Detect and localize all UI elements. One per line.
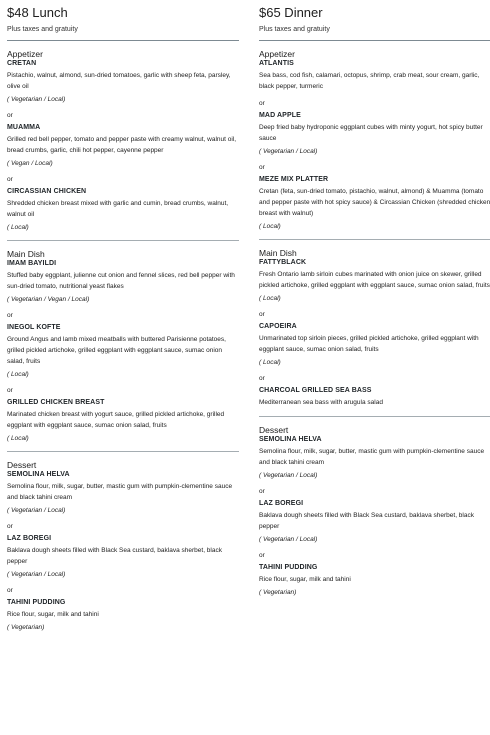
dish-item [259,322,490,367]
or-separator: or [259,311,265,318]
menu-title: $48 Lunch [7,5,68,20]
dish-name: LAZ BOREGI [259,500,304,507]
dietary-tag: ( Vegetarian) [7,624,45,631]
or-separator: or [7,523,13,530]
dietary-tag: ( Local) [259,295,281,302]
dish-item [259,563,490,597]
dish-item [7,534,239,579]
dish-item [7,398,239,443]
dish-name: MEZE MIX PLATTER [259,176,329,183]
dish-name: CHARCOAL GRILLED SEA BASS [259,387,372,394]
dietary-tag: ( Local) [259,359,281,366]
dish-description: Stuffed baby eggplant, julienne cut onion and fennel slices, red bell pepper with sun-dried tomato, nutritional yeast flakes [7,272,235,290]
dish-item [259,499,490,544]
dish-item [7,259,239,304]
dietary-tag: ( Local) [7,435,29,442]
dish-item [259,386,490,408]
dinner-menu-column [259,0,490,605]
or-separator: or [7,312,13,319]
dish-description: Sea bass, cod fish, calamari, octopus, shrimp, crab meat, sour cream, garlic, black pepper, turmeric [259,72,480,90]
dish-item [7,470,239,515]
dietary-tag: ( Local) [259,223,281,230]
dish-name: CAPOEIRA [259,323,297,330]
or-separator: or [259,488,265,495]
dietary-tag: ( Vegetarian / Local) [7,571,66,578]
dish-item [259,111,490,156]
or-separator: or [259,375,265,382]
dish-name: FATTYBLACK [259,259,307,266]
dietary-tag: ( Vegan / Local) [7,160,53,167]
dish-item [259,59,490,92]
or-separator: or [259,552,265,559]
menu-title: $65 Dinner [259,5,323,20]
dish-description: Baklava dough sheets filled with Black Sea custard, baklava sherbet, black pepper [259,512,474,530]
dietary-tag: ( Vegetarian) [259,589,297,596]
dish-description: Pistachio, walnut, almond, sun-dried tomatoes, garlic with sheep feta, parsley, olive oil [7,72,231,90]
dish-item [259,175,490,231]
dish-name: LAZ BOREGI [7,535,52,542]
dish-name: CIRCASSIAN CHICKEN [7,188,87,195]
lunch-menu-column [7,0,239,640]
dish-description: Shredded chicken breast mixed with garlic and cumin, bread crumbs, walnut, walnut oil [7,200,229,218]
dish-description: Marinated chicken breast with yogurt sauce, grilled pickled artichoke, grilled eggplant with eggplant sauce, sumac onion salad, fruits [7,411,225,429]
dish-name: TAHINI PUDDING [7,599,66,606]
dish-name: ATLANTIS [259,60,294,67]
menu-section [7,249,239,451]
dish-description: Grilled red bell pepper, tomato and pepper paste with creamy walnut, walnut oil, bread crumbs, garlic, chili hot pepper, cayenne pepper [7,136,237,154]
dish-name: SEMOLINA HELVA [7,471,70,478]
menu-section [7,460,239,640]
section-title: Appetizer [7,49,43,59]
dish-item [7,598,239,632]
dish-description: Baklava dough sheets filled with Black Sea custard, baklava sherbet, black pepper [7,547,222,565]
divider [7,40,239,41]
section-title: Main Dish [259,248,297,258]
dish-description: Rice flour, sugar, milk and tahini [7,611,99,618]
or-separator: or [7,387,13,394]
dish-item [7,323,239,379]
dish-name: CRETAN [7,60,37,67]
dietary-tag: ( Vegetarian / Local) [259,148,318,155]
dietary-tag: ( Vegetarian / Local) [259,472,318,479]
dish-name: GRILLED CHICKEN BREAST [7,399,105,406]
dietary-tag: ( Vegetarian / Local) [259,536,318,543]
section-divider [259,416,490,417]
dish-description: Fresh Ontario lamb sirloin cubes marinated with onion juice on skewer, grilled pickled artichoke, grilled eggplant with eggplant sauce, sumac onion salad, fruits [259,271,490,289]
dish-name: IMAM BAYILDI [7,260,57,267]
dish-description: Semolina flour, milk, sugar, butter, mastic gum with pumpkin-clementine sauce and black tahini cream [7,483,233,501]
section-title: Dessert [259,425,289,435]
dish-item [259,258,490,303]
or-separator: or [7,587,13,594]
menu-section [259,49,490,239]
dish-description: Ground Angus and lamb mixed meatballs with buttered Parisienne potatoes, grilled pickled artichoke, grilled eggplant with eggplant sauce, sumac onion salad, fruits [7,336,226,365]
dish-item [7,187,239,232]
menu-sections [7,49,239,640]
menu-subtitle: Plus taxes and gratuity [259,26,330,33]
menu-section [259,248,490,416]
dietary-tag: ( Local) [7,224,29,231]
dietary-tag: ( Local) [7,371,29,378]
dish-name: INEGOL KOFTE [7,324,61,331]
menu-sections [259,49,490,605]
dish-name: MUAMMA [7,124,41,131]
or-separator: or [7,112,13,119]
divider [259,40,490,41]
or-separator: or [259,164,265,171]
menu-section [259,425,490,605]
section-title: Main Dish [7,249,45,259]
or-separator: or [7,176,13,183]
dietary-tag: ( Vegetarian / Local) [7,96,66,103]
section-divider [7,240,239,241]
dietary-tag: ( Vegetarian / Vegan / Local) [7,296,90,303]
section-divider [259,239,490,240]
dish-description: Deep fried baby hydroponic eggplant cubes with minty yogurt, hot spicy butter sauce [259,124,483,142]
dish-item [7,59,239,104]
dish-item [259,435,490,480]
dietary-tag: ( Vegetarian / Local) [7,507,66,514]
menu-section [7,49,239,240]
dish-name: MAD APPLE [259,112,301,119]
dish-description: Mediterranean sea bass with arugula salad [259,399,383,406]
dish-description: Semolina flour, milk, sugar, butter, mastic gum with pumpkin-clementine sauce and black tahini cream [259,448,485,466]
section-title: Appetizer [259,49,295,59]
or-separator: or [259,100,265,107]
dish-description: Unmarinated top sirloin pieces, grilled pickled artichoke, grilled eggplant with eggplant sauce, sumac onion salad, fruits [259,335,479,353]
dish-description: Cretan (feta, sun-dried tomato, pistachio, walnut, almond) & Muamma (tomato and pepper paste with hot spicy sauce) & Circassian Chicken (shredded chicken breast with walnut) [259,188,490,217]
dish-name: SEMOLINA HELVA [259,436,322,443]
dish-description: Rice flour, sugar, milk and tahini [259,576,351,583]
dish-name: TAHINI PUDDING [259,564,318,571]
section-title: Dessert [7,460,37,470]
menu-subtitle: Plus taxes and gratuity [7,26,78,33]
dish-item [7,123,239,168]
section-divider [7,451,239,452]
